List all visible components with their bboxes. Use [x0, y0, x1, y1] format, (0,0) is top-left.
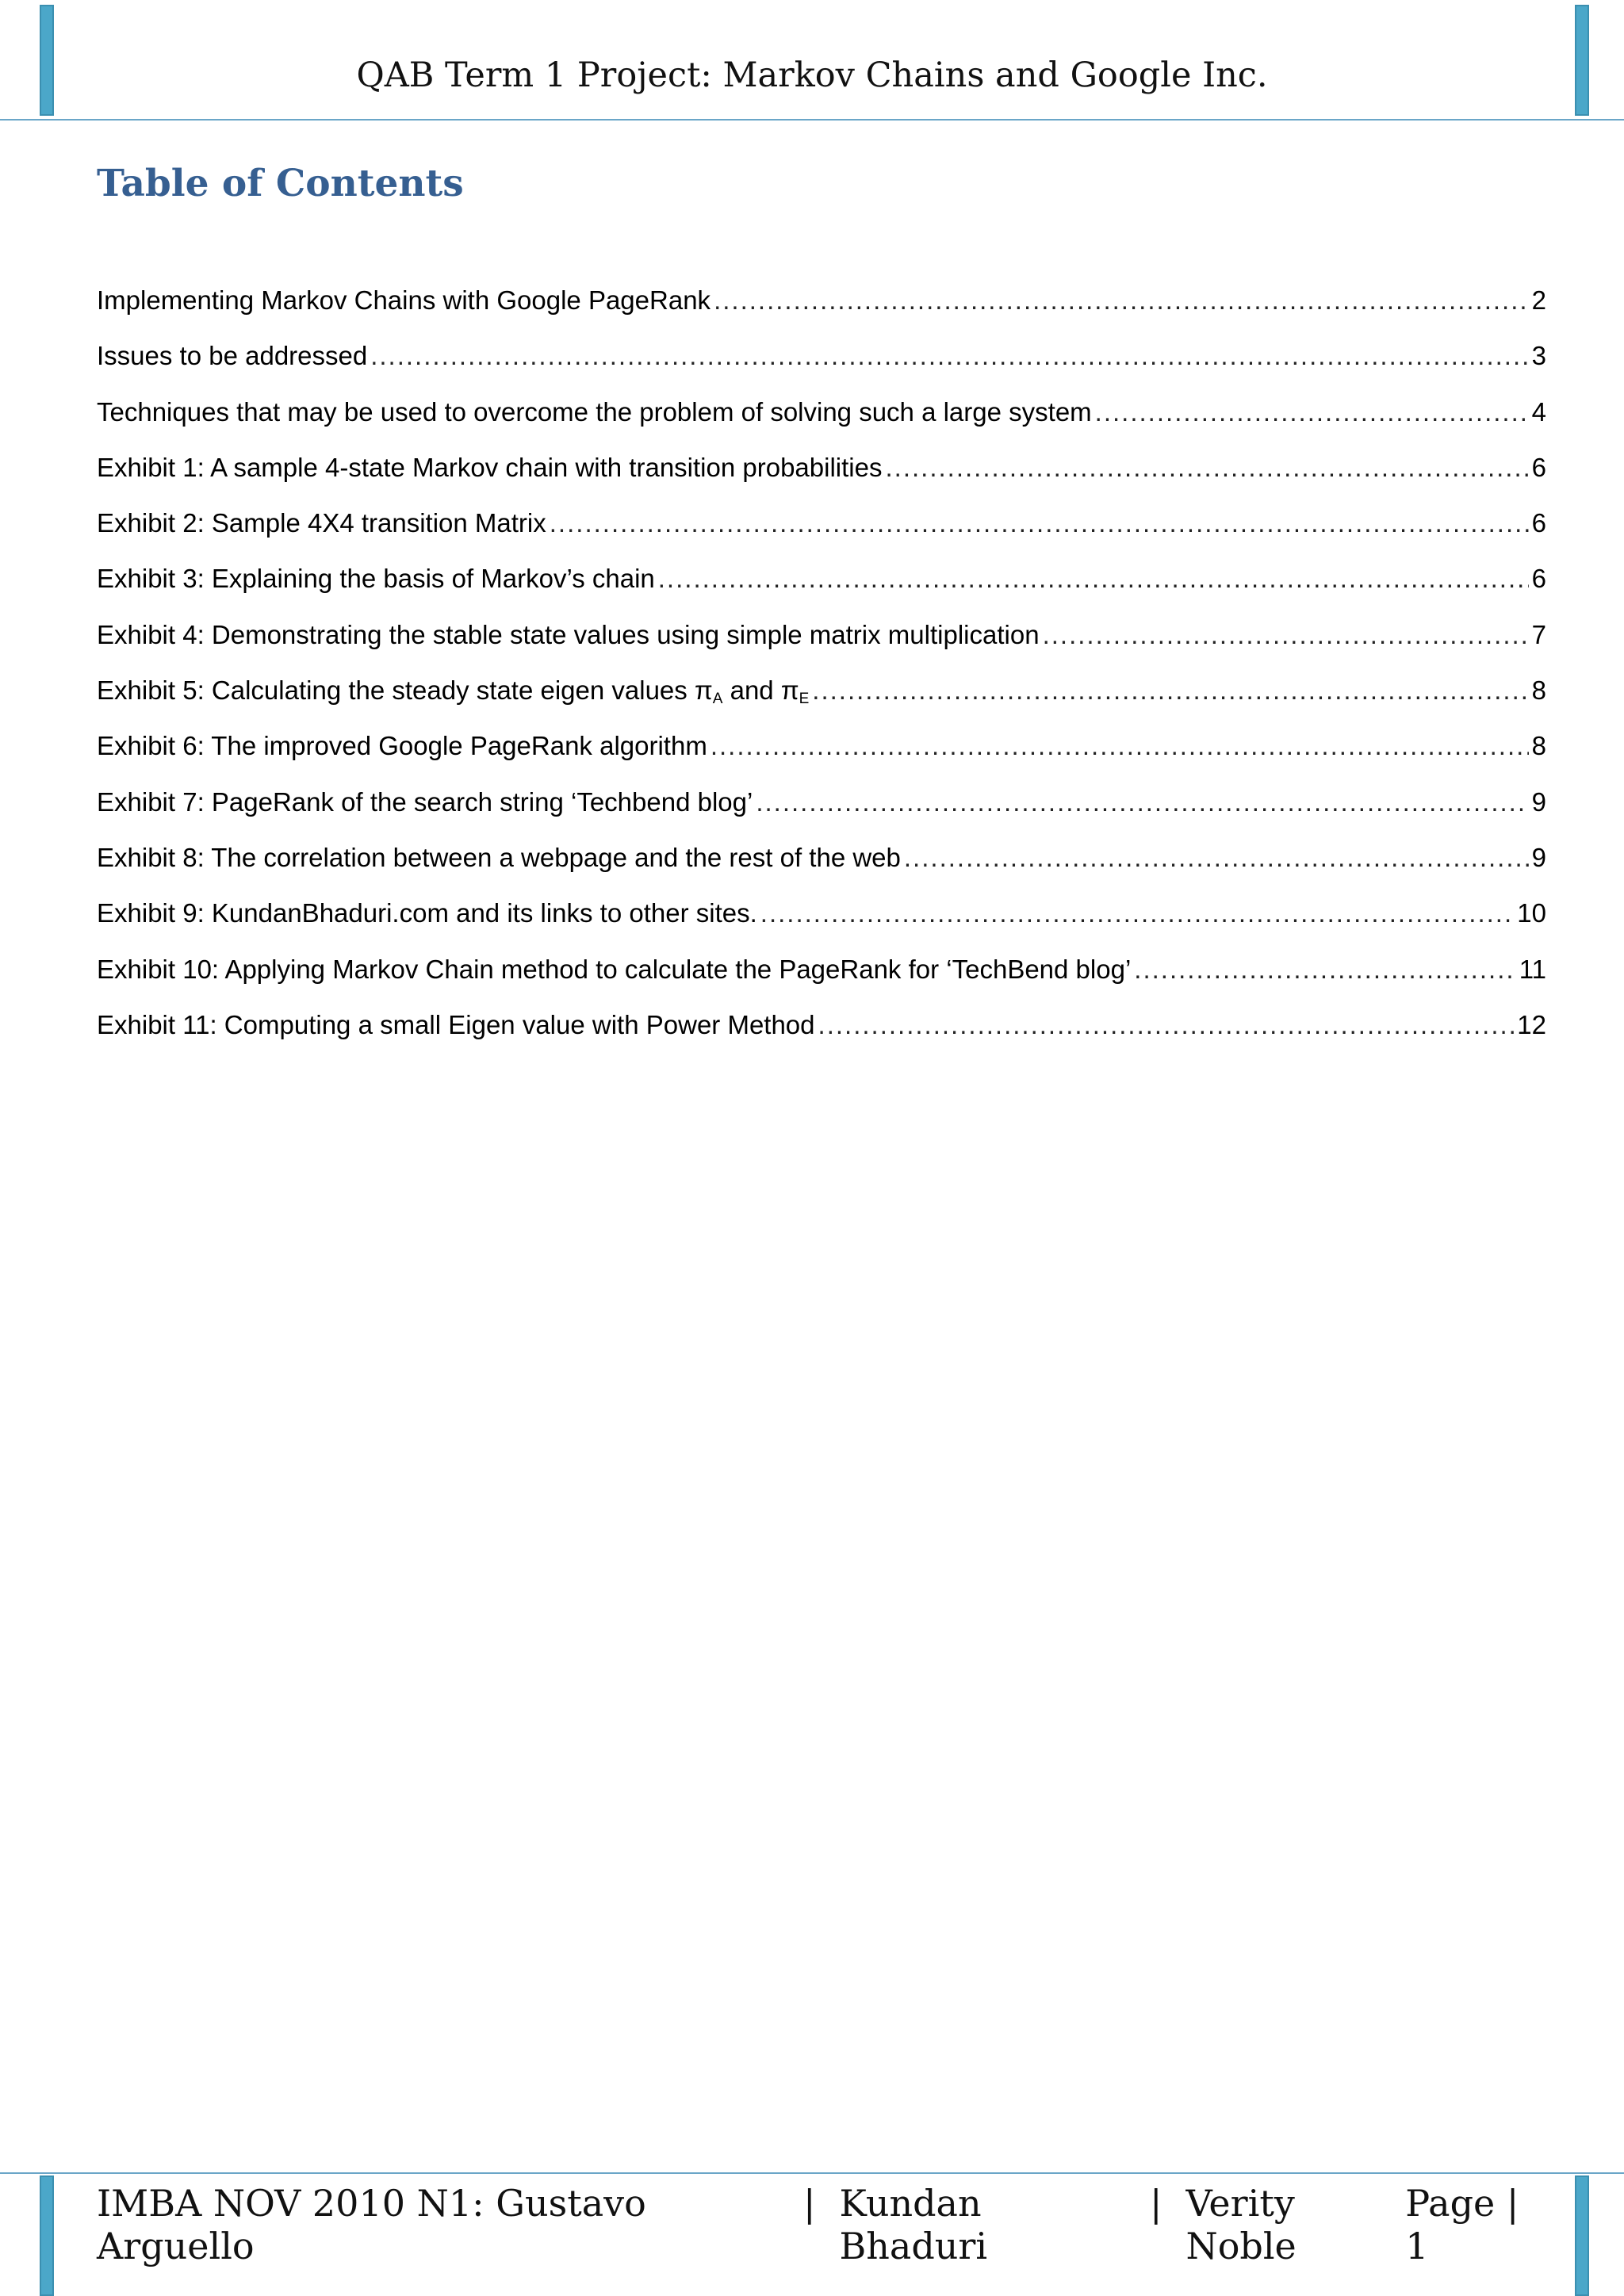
toc-entry[interactable]: [97, 564, 1546, 619]
toc-entry[interactable]: [97, 508, 1546, 564]
toc-heading: Table of Contents: [97, 162, 464, 205]
footer: [97, 2182, 1546, 2267]
toc-entry[interactable]: [97, 787, 1546, 843]
toc-entry-text-part: Exhibit 5: Calculating the steady state eigen values π: [97, 675, 713, 706]
subscript-e: E: [799, 691, 810, 708]
toc-leader-dots: [370, 341, 1528, 371]
footer-left-accent-bar: [40, 2175, 54, 2296]
toc-entry[interactable]: [97, 955, 1546, 1010]
toc-entry-page: 6: [1531, 564, 1546, 594]
footer-separator: |: [1149, 2182, 1162, 2225]
toc-entry-text: Exhibit 8: The correlation between a webpage and the rest of the web: [97, 842, 901, 872]
toc-leader-dots: [885, 453, 1528, 483]
toc-entry-page: 9: [1531, 786, 1546, 817]
toc-entry-text: Exhibit 3: Explaining the basis of Markov’s chain: [97, 564, 655, 594]
toc-entry-page: 2: [1531, 285, 1546, 315]
toc-entry-page: 4: [1531, 396, 1546, 427]
toc-entry-text: Implementing Markov Chains with Google PageRank: [97, 285, 711, 315]
toc-entry[interactable]: [97, 341, 1546, 396]
toc-entry-page: 7: [1531, 619, 1546, 649]
toc-entry-page: 6: [1531, 508, 1546, 538]
toc-entry-text: Issues to be addressed: [97, 341, 368, 371]
toc-leader-dots: [710, 731, 1529, 761]
toc-entry[interactable]: [97, 898, 1546, 954]
toc-leader-dots: [756, 787, 1528, 817]
footer-right-accent-bar: [1575, 2175, 1589, 2296]
toc-leader-dots: [904, 843, 1529, 873]
toc-entry-page: 9: [1531, 842, 1546, 872]
toc-entry-text-part: and π: [722, 675, 799, 706]
toc-entry-text: Exhibit 7: PageRank of the search string ‘Techbend blog’: [97, 786, 753, 817]
toc-entry-page: 11: [1519, 954, 1546, 984]
toc-entry-page: 3: [1531, 341, 1546, 371]
toc-entry[interactable]: [97, 731, 1546, 786]
toc-leader-dots: [760, 898, 1514, 928]
footer-author: Kundan Bhaduri: [839, 2182, 988, 2267]
header-rule: [0, 119, 1624, 121]
toc-entry-text: [97, 675, 809, 708]
toc-entry-page: 12: [1517, 1009, 1546, 1039]
toc-leader-dots: [658, 564, 1529, 594]
toc-leader-dots: [1134, 955, 1515, 985]
toc-entry[interactable]: [97, 453, 1546, 508]
page-number: Page | 1: [1405, 2182, 1519, 2267]
footer-author: Verity Noble: [1185, 2182, 1297, 2267]
toc-entry[interactable]: [97, 1010, 1546, 1066]
toc-leader-dots: [1043, 620, 1529, 650]
toc-entry[interactable]: [97, 620, 1546, 675]
footer-rule: [0, 2172, 1624, 2174]
toc-entry-text: Exhibit 1: A sample 4-state Markov chain with transition probabilities: [97, 452, 883, 482]
toc-entry-text: Exhibit 2: Sample 4X4 transition Matrix: [97, 508, 546, 538]
footer-separator: |: [803, 2182, 816, 2225]
toc-entry-text: Exhibit 11: Computing a small Eigen value with Power Method: [97, 1009, 815, 1039]
toc-entry-text: Techniques that may be used to overcome the problem of solving such a large system: [97, 396, 1092, 427]
header-title: QAB Term 1 Project: Markov Chains and Google Inc.: [356, 55, 1268, 95]
subscript-a: A: [712, 691, 723, 708]
toc-entry[interactable]: [97, 285, 1546, 341]
toc-list: [97, 285, 1546, 1066]
toc-leader-dots: [812, 675, 1528, 706]
toc-leader-dots: [1095, 397, 1529, 427]
toc-leader-dots: [550, 508, 1529, 538]
toc-entry-text: Exhibit 9: KundanBhaduri.com and its links to other sites.: [97, 898, 757, 928]
toc-entry[interactable]: [97, 675, 1546, 731]
toc-entry-page: 8: [1531, 731, 1546, 761]
toc-entry[interactable]: [97, 843, 1546, 898]
toc-entry-page: 10: [1517, 898, 1546, 928]
toc-entry-text: Exhibit 10: Applying Markov Chain method to calculate the PageRank for ‘TechBend blog’: [97, 954, 1132, 984]
footer-course: IMBA NOV 2010 N1: Gustavo Arguello: [97, 2182, 646, 2267]
toc-entry-page: 8: [1531, 675, 1546, 706]
toc-entry-page: 6: [1531, 452, 1546, 482]
toc-entry-text: Exhibit 4: Demonstrating the stable state values using simple matrix multiplication: [97, 619, 1040, 649]
toc-entry[interactable]: [97, 397, 1546, 453]
toc-entry-text: Exhibit 6: The improved Google PageRank algorithm: [97, 731, 707, 761]
toc-leader-dots: [818, 1010, 1515, 1040]
toc-leader-dots: [714, 285, 1529, 316]
